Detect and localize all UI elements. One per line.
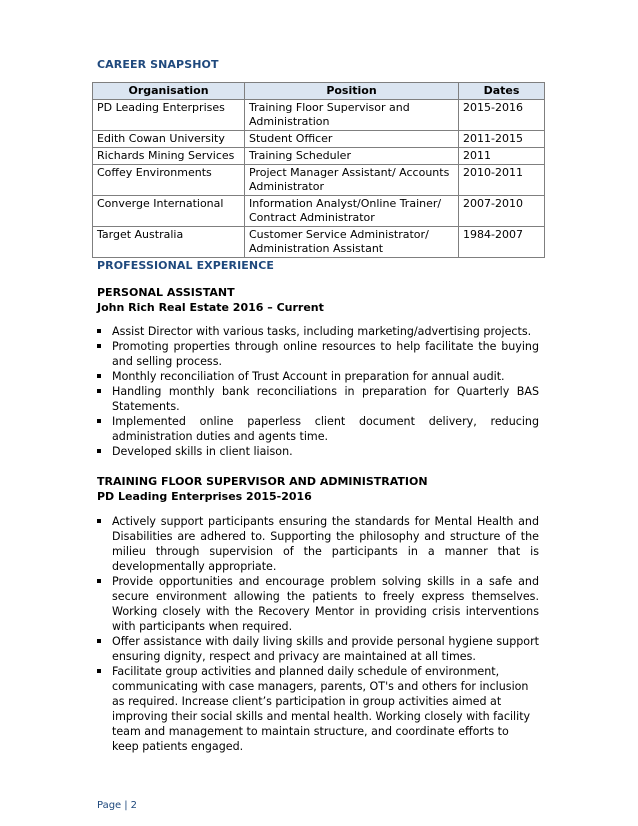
bullet-square-icon — [97, 374, 101, 378]
list-item — [97, 574, 539, 634]
bullet-square-icon — [97, 519, 101, 523]
list-item-text: Assist Director with various tasks, including marketing/advertising projects. — [112, 325, 532, 338]
job-title: TRAINING FLOOR SUPERVISOR AND ADMINISTRATION — [97, 475, 428, 488]
list-item-text: Facilitate group activities and planned daily schedule of environment, communicating with case managers, parents, OT's and others for inclusion as required. Increase client’s participation in group activities aimed at improving their social skills and mental health. Working closely with facility team and management to maintain structure, and coordinate efforts to keep patients engaged. — [112, 665, 531, 753]
page-footer — [97, 800, 137, 811]
list-item — [97, 339, 539, 369]
list-item — [97, 514, 539, 574]
job-header — [97, 285, 324, 315]
list-item-text: Provide opportunities and encourage problem solving skills in a safe and secure environment allowing the patients to freely express themselves. Working closely with the Recovery Mentor in providing crisis interventions with participants when required. — [112, 575, 539, 633]
list-item — [97, 369, 539, 384]
career-snapshot-heading: CAREER SNAPSHOT — [97, 58, 219, 71]
professional-experience-heading: PROFESSIONAL EXPERIENCE — [97, 259, 275, 272]
list-item — [97, 664, 539, 754]
table-cell-position: Training Floor Supervisor and Administration — [245, 100, 459, 131]
table-cell-dates: 2015-2016 — [459, 100, 545, 131]
page-label: Page — [97, 800, 122, 811]
table-cell-dates: 1984-2007 — [459, 227, 545, 258]
bullet-square-icon — [97, 329, 101, 333]
table-cell-dates: 2011-2015 — [459, 131, 545, 148]
job-bullet-list — [97, 514, 539, 754]
table-row — [93, 196, 545, 227]
table-row — [93, 227, 545, 258]
table-row — [93, 148, 545, 165]
table-cell-position: Training Scheduler — [245, 148, 459, 165]
bullet-square-icon — [97, 389, 101, 393]
bullet-square-icon — [97, 579, 101, 583]
bullet-square-icon — [97, 344, 101, 348]
list-item-text: Handling monthly bank reconciliations in preparation for Quarterly BAS Statements. — [112, 385, 539, 413]
list-item-text: Monthly reconciliation of Trust Account in preparation for annual audit. — [112, 370, 505, 383]
list-item-text: Promoting properties through online resources to help facilitate the buying and selling process. — [112, 340, 539, 368]
job-subtitle: PD Leading Enterprises 2015-2016 — [97, 490, 312, 503]
column-header-organisation: Organisation — [93, 83, 245, 100]
table-cell-position: Project Manager Assistant/ Accounts Administrator — [245, 165, 459, 196]
table-cell-organisation: Coffey Environments — [93, 165, 245, 196]
list-item-text: Implemented online paperless client document delivery, reducing administration duties and agents time. — [112, 415, 539, 443]
list-item-text: Actively support participants ensuring the standards for Mental Health and Disabilities are adhered to. Supporting the philosophy and structure of the milieu through supervision of the participants in a manner that is developmentally appropriate. — [112, 515, 539, 573]
bullet-square-icon — [97, 669, 101, 673]
table-cell-organisation: Converge International — [93, 196, 245, 227]
bullet-square-icon — [97, 419, 101, 423]
table-cell-dates: 2010-2011 — [459, 165, 545, 196]
page-separator: | — [124, 800, 128, 811]
table-cell-dates: 2011 — [459, 148, 545, 165]
list-item — [97, 634, 539, 664]
table-cell-position: Customer Service Administrator/ Administration Assistant — [245, 227, 459, 258]
column-header-position: Position — [245, 83, 459, 100]
table-cell-organisation: Target Australia — [93, 227, 245, 258]
table-row — [93, 131, 545, 148]
list-item-text: Offer assistance with daily living skills and provide personal hygiene support ensuring dignity, respect and privacy are maintained at all times. — [112, 635, 539, 663]
table-cell-position: Student Officer — [245, 131, 459, 148]
table-cell-organisation: PD Leading Enterprises — [93, 100, 245, 131]
table-row — [93, 100, 545, 131]
page-number: 2 — [130, 800, 137, 811]
table-cell-organisation: Edith Cowan University — [93, 131, 245, 148]
list-item — [97, 444, 539, 459]
job-bullet-list — [97, 324, 539, 459]
column-header-dates: Dates — [459, 83, 545, 100]
table-cell-organisation: Richards Mining Services — [93, 148, 245, 165]
table-cell-position: Information Analyst/Online Trainer/ Contract Administrator — [245, 196, 459, 227]
list-item-text: Developed skills in client liaison. — [112, 445, 293, 458]
job-header — [97, 474, 428, 504]
career-snapshot-table — [92, 82, 545, 258]
bullet-square-icon — [97, 449, 101, 453]
table-header-row — [93, 83, 545, 100]
table-row — [93, 165, 545, 196]
list-item — [97, 384, 539, 414]
job-subtitle: John Rich Real Estate 2016 – Current — [97, 301, 324, 314]
table-cell-dates: 2007-2010 — [459, 196, 545, 227]
job-title: PERSONAL ASSISTANT — [97, 286, 235, 299]
list-item — [97, 414, 539, 444]
bullet-square-icon — [97, 639, 101, 643]
list-item — [97, 324, 539, 339]
